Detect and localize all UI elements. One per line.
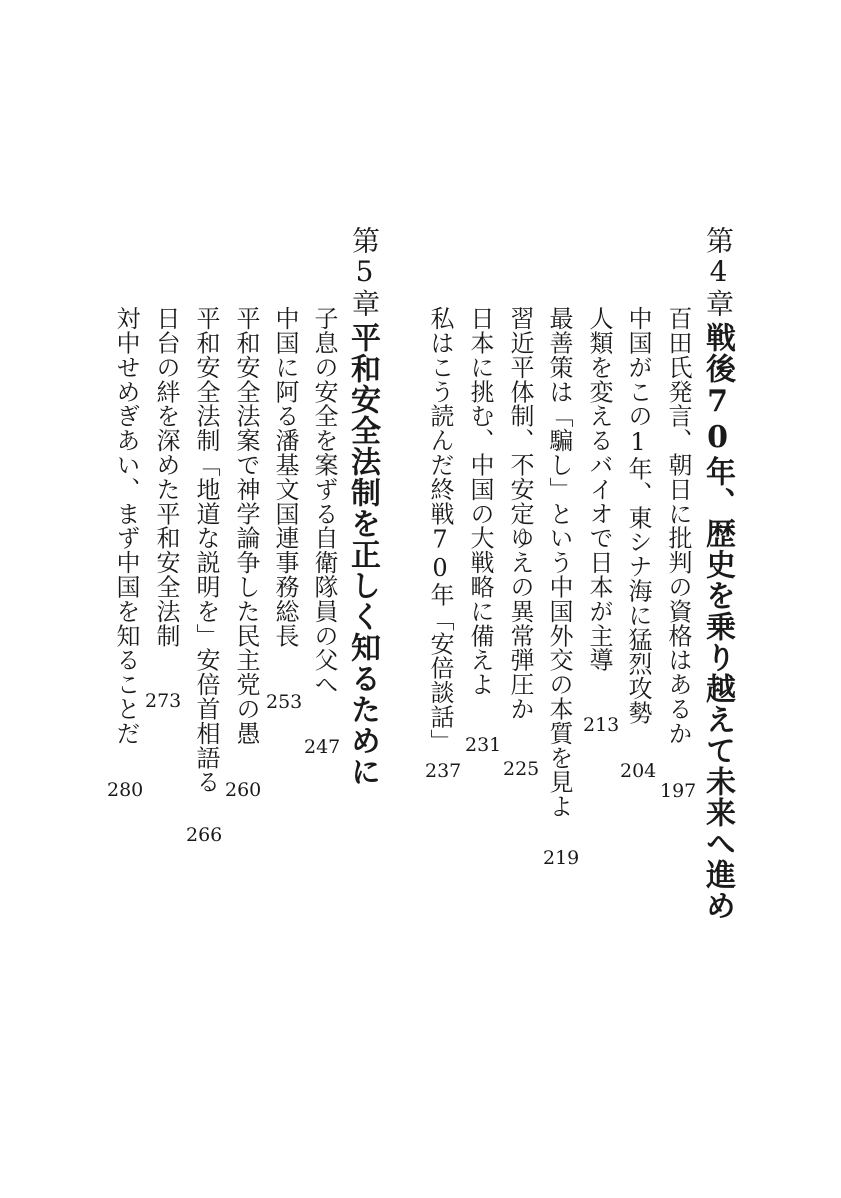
- chapter5-entry-2-page-number: 260: [225, 779, 262, 801]
- chapter5-title-page-number: 247: [304, 736, 341, 758]
- chapter4-entry-2-page-number: 213: [583, 714, 620, 736]
- chapter5-entry-4[interactable]: 平和安全法制「地道な説明を」安倍首相語る: [192, 306, 220, 794]
- chapter5-title[interactable]: 平和安全法制を正しく知るために: [345, 322, 380, 787]
- chapter4-entry-4[interactable]: 最善策は「騙し」という中国外交の本質を見よ: [545, 306, 573, 819]
- chapter5-entry-1-page-number: 253: [266, 691, 303, 713]
- chapter4-entry-3-page-number: 219: [543, 847, 580, 869]
- chapter5-entry-3[interactable]: 平和安全法案で神学論争した民主党の愚: [232, 306, 260, 746]
- chapter5-entry-2[interactable]: 中国に阿る潘基文国連事務総長: [271, 306, 299, 648]
- chapter4-entry-5-page-number: 231: [465, 734, 502, 756]
- chapter4-entry-1[interactable]: 百田氏発言、朝日に批判の資格はあるか: [664, 306, 692, 746]
- chapter4-entry-2[interactable]: 中国がこの1年、東シナ海に猛烈攻勢: [624, 306, 652, 725]
- chapter5-entry-5[interactable]: 日台の絆を深めた平和安全法制: [152, 306, 180, 648]
- chapter4-entry-4-page-number: 225: [503, 758, 540, 780]
- chapter4-entry-7[interactable]: 私はこう読んだ終戦70年「安倍談話」: [426, 306, 454, 754]
- chapter4-entry-6[interactable]: 日本に挑む、中国の大戦略に備えよ: [466, 306, 494, 697]
- chapter5-entry-5-page-number: 280: [107, 779, 144, 801]
- chapter4-entry-5[interactable]: 習近平体制、不安定ゆえの異常弾圧か: [506, 306, 534, 721]
- chapter5-label: 第5章: [348, 226, 381, 318]
- chapter4-entry-3[interactable]: 人類を変えるバイオで日本が主導: [585, 306, 613, 672]
- chapter4-entry-1-page-number: 204: [620, 760, 657, 782]
- chapter4-title[interactable]: 戦後70年、歴史を乗り越えて未来へ進め: [700, 322, 735, 921]
- chapter5-entry-6[interactable]: 対中せめぎあい、まず中国を知ることだ: [112, 306, 140, 746]
- chapter4-title-page-number: 197: [660, 780, 697, 802]
- chapter5-entry-3-page-number: 266: [186, 824, 223, 846]
- chapter4-entry-6-page-number: 237: [425, 760, 462, 782]
- chapter5-entry-1[interactable]: 子息の安全を案ずる自衛隊員の父へ: [310, 306, 338, 697]
- chapter4-label: 第4章: [702, 226, 735, 318]
- chapter5-entry-4-page-number: 273: [145, 690, 182, 712]
